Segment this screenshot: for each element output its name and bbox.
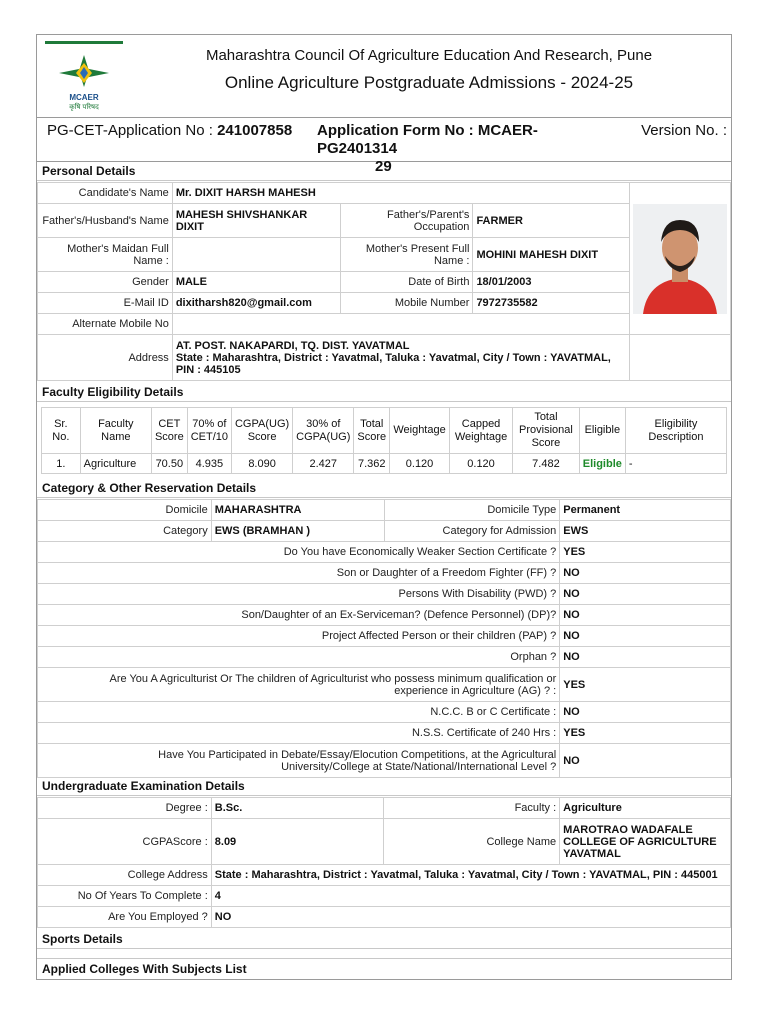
college-name-value: MAROTRAO WADAFALE COLLEGE OF AGRICULTURE YAVATMAL <box>560 819 731 865</box>
gender-label: Gender <box>38 272 173 293</box>
mother-maiden-label: Mother's Maidan Full Name : <box>38 238 173 272</box>
reservation-question: Orphan ? <box>38 647 560 668</box>
category-value: EWS (BRAMHAN ) <box>211 521 384 542</box>
faculty-header-cell: 70% of CET/10 <box>187 408 231 454</box>
reservation-answer: NO <box>560 702 731 723</box>
email-label: E-Mail ID <box>38 293 173 314</box>
reservation-question-row <box>38 563 731 584</box>
faculty-cell: - <box>625 454 726 474</box>
faculty-cell: 0.120 <box>390 454 450 474</box>
degree-label: Degree : <box>38 798 212 819</box>
faculty-cell: 0.120 <box>449 454 512 474</box>
faculty-cell: 2.427 <box>293 454 354 474</box>
mcaer-logo <box>45 41 123 113</box>
faculty-cell: 1. <box>42 454 81 474</box>
ug-details-table <box>37 797 731 928</box>
reservation-question: Persons With Disability (PWD) ? <box>38 584 560 605</box>
gender-value: MALE <box>172 272 340 293</box>
reservation-question: Son or Daughter of a Freedom Fighter (FF) ? <box>38 563 560 584</box>
faculty-cell: 7.362 <box>354 454 390 474</box>
reservation-answer: NO <box>560 563 731 584</box>
dob-label: Date of Birth <box>340 272 473 293</box>
logo-text: MCAER <box>69 93 99 102</box>
pgcet-application-no <box>47 122 292 139</box>
faculty-cell: 70.50 <box>151 454 187 474</box>
faculty-row <box>42 454 727 474</box>
college-name-label: College Name <box>384 819 560 865</box>
reservation-answer: NO <box>560 626 731 647</box>
category-details-table <box>37 499 731 778</box>
domicile-value: MAHARASHTRA <box>211 500 384 521</box>
employed-value: NO <box>211 907 730 928</box>
address-line1: AT. POST. NAKAPARDI, TQ. DIST. YAVATMAL <box>175 339 410 352</box>
faculty-eligibility-table <box>41 407 727 474</box>
faculty-header-cell: Weightage <box>390 408 450 454</box>
address-value <box>172 335 629 381</box>
college-address-label: College Address <box>38 865 212 886</box>
form-value: MCAER-PG2401314 <box>317 122 538 157</box>
faculty-cell: Agriculture <box>80 454 151 474</box>
form-label: Application Form No : <box>317 122 474 139</box>
council-title: Maharashtra Council Of Agriculture Education And Research, Pune <box>205 47 653 64</box>
mobile-label: Mobile Number <box>340 293 473 314</box>
occupation-value: FARMER <box>473 204 630 238</box>
candidate-name-value: Mr. DIXIT HARSH MAHESH <box>172 183 629 204</box>
faculty-header-cell: Eligible <box>579 408 625 454</box>
degree-value: B.Sc. <box>211 798 384 819</box>
star-logo-icon <box>55 53 113 93</box>
father-name-label: Father's/Husband's Name <box>38 204 173 238</box>
years-label: No Of Years To Complete : <box>38 886 212 907</box>
reservation-answer: NO <box>560 647 731 668</box>
candidate-photo <box>633 204 727 314</box>
reservation-question: N.S.S. Certificate of 240 Hrs : <box>38 723 560 744</box>
faculty-header-cell: CET Score <box>151 408 187 454</box>
faculty-header-cell: Faculty Name <box>80 408 151 454</box>
faculty-header-cell: 30% of CGPA(UG) <box>293 408 354 454</box>
dob-value: 18/01/2003 <box>473 272 630 293</box>
mother-present-value: MOHINI MAHESH DIXIT <box>473 238 630 272</box>
faculty-header-cell: Capped Weightage <box>449 408 512 454</box>
father-name-value: MAHESH SHIVSHANKAR DIXIT <box>172 204 340 238</box>
reservation-answer: YES <box>560 542 731 563</box>
college-address-value: State : Maharashtra, District : Yavatmal, Taluka : Yavatmal, City / Town : YAVATMAL, PIN : 445001 <box>211 865 730 886</box>
mother-present-label: Mother's Present Full Name : <box>340 238 473 272</box>
reservation-question: N.C.C. B or C Certificate : <box>38 702 560 723</box>
ug-faculty-value: Agriculture <box>560 798 731 819</box>
alt-mobile-label: Alternate Mobile No <box>38 314 173 335</box>
cgpa-value: 8.09 <box>211 819 384 865</box>
sports-details-heading: Sports Details <box>37 929 731 949</box>
alt-mobile-value <box>172 314 629 335</box>
applied-colleges-heading: Applied Colleges With Subjects List <box>42 962 247 976</box>
reservation-question: Are You A Agriculturist Or The children of Agriculturist who possess minimum qualification or experience in Agriculture (AG) ? : <box>38 668 560 702</box>
domicile-type-value: Permanent <box>560 500 731 521</box>
faculty-cell: Eligible <box>579 454 625 474</box>
faculty-cell: 7.482 <box>513 454 580 474</box>
pgcet-label: PG-CET-Application No : <box>47 122 213 139</box>
form-header <box>37 35 731 118</box>
reservation-question-row <box>38 668 731 702</box>
personal-details-heading: Personal Details <box>37 161 731 181</box>
domicile-type-label: Domicile Type <box>384 500 560 521</box>
reservation-answer: YES <box>560 668 731 702</box>
reservation-question-row <box>38 702 731 723</box>
mother-maiden-value <box>172 238 340 272</box>
reservation-question-row <box>38 542 731 563</box>
address-line2: State : Maharashtra, District : Yavatmal, Taluka : Yavatmal, City / Town : YAVATMAL, PIN : 445105 <box>175 351 611 376</box>
faculty-header-cell: Total Provisional Score <box>513 408 580 454</box>
reservation-question-row <box>38 723 731 744</box>
faculty-cell: 4.935 <box>187 454 231 474</box>
reservation-answer: YES <box>560 723 731 744</box>
ug-details-heading: Undergraduate Examination Details <box>37 776 731 796</box>
reservation-question: Do You have Economically Weaker Section Certificate ? <box>38 542 560 563</box>
cgpa-label: CGPAScore : <box>38 819 212 865</box>
reservation-question-row <box>38 584 731 605</box>
reservation-question-row <box>38 647 731 668</box>
admission-title: Online Agriculture Postgraduate Admissions - 2024-25 <box>224 73 634 92</box>
faculty-header-cell: Total Score <box>354 408 390 454</box>
pgcet-value: 241007858 <box>217 122 293 139</box>
ug-faculty-label: Faculty : <box>384 798 560 819</box>
candidate-name-label: Candidate's Name <box>38 183 173 204</box>
mobile-value: 7972735582 <box>473 293 630 314</box>
reservation-question-row <box>38 626 731 647</box>
faculty-header-cell: Sr. No. <box>42 408 81 454</box>
reservation-question: Have You Participated in Debate/Essay/Elocution Competitions, at the Agricultural University/College at State/National/International Level ? <box>38 744 560 778</box>
application-form-page <box>36 34 732 980</box>
domicile-label: Domicile <box>38 500 212 521</box>
reservation-answer: NO <box>560 584 731 605</box>
faculty-eligibility-heading: Faculty Eligibility Details <box>37 382 731 402</box>
reservation-question: Project Affected Person or their children (PAP) ? <box>38 626 560 647</box>
address-label: Address <box>38 335 173 381</box>
email-value: dixitharsh820@gmail.com <box>172 293 340 314</box>
years-value: 4 <box>211 886 730 907</box>
admission-category-label: Category for Admission <box>384 521 560 542</box>
occupation-label: Father's/Parent's Occupation <box>340 204 473 238</box>
reservation-answer: NO <box>560 744 731 778</box>
faculty-header-cell: Eligibility Description <box>625 408 726 454</box>
version-no: Version No. : <box>641 122 727 139</box>
personal-details-table <box>37 182 731 381</box>
faculty-cell: 8.090 <box>231 454 292 474</box>
employed-label: Are You Employed ? <box>38 907 212 928</box>
admission-category-value: EWS <box>560 521 731 542</box>
photo-cell <box>629 183 730 335</box>
form-value-suffix: 29 <box>375 158 392 175</box>
faculty-header-cell: CGPA(UG) Score <box>231 408 292 454</box>
category-details-heading: Category & Other Reservation Details <box>37 478 731 498</box>
category-label: Category <box>38 521 212 542</box>
logo-subtext: कृषि परिषद <box>69 104 99 111</box>
reservation-question-row <box>38 605 731 626</box>
reservation-question: Son/Daughter of an Ex-Serviceman? (Defence Personnel) (DP)? <box>38 605 560 626</box>
reservation-question-row <box>38 744 731 778</box>
reservation-answer: NO <box>560 605 731 626</box>
